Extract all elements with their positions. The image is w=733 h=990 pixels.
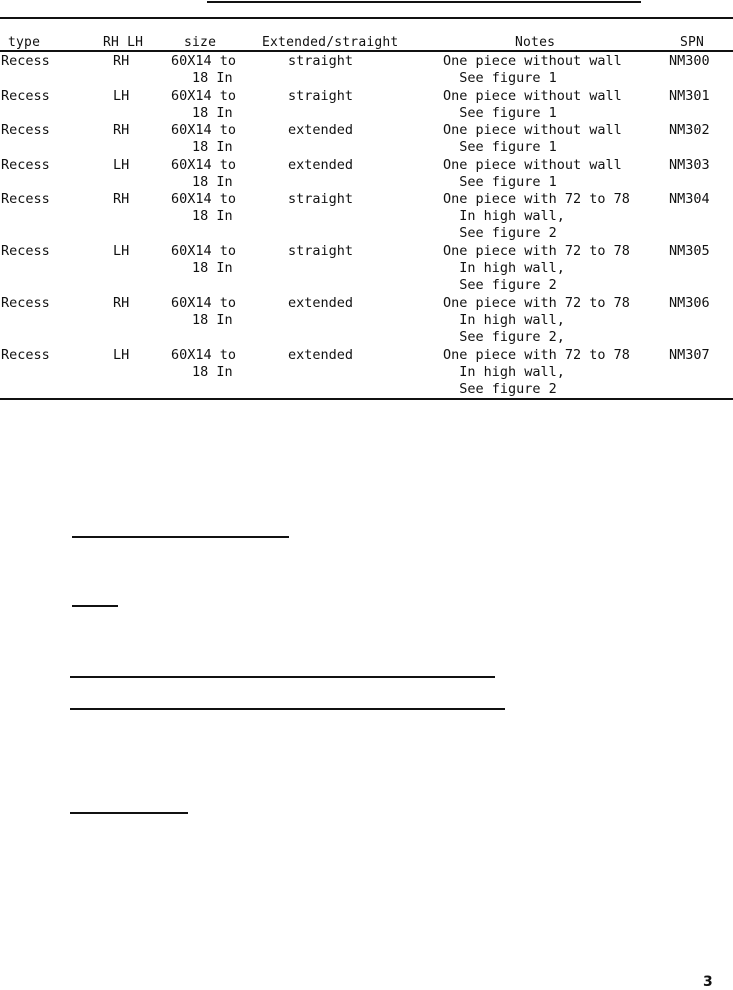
cell-spn: NM305 — [669, 243, 710, 259]
cell-size: 18 In — [192, 174, 233, 190]
cell-spn: NM302 — [669, 122, 710, 138]
header-type: type — [8, 35, 41, 50]
cell-spn: NM303 — [669, 157, 710, 173]
cell-notes: See figure 2 — [443, 277, 557, 293]
cell-notes: One piece with 72 to 78 — [443, 295, 630, 311]
cell-notes: One piece without wall — [443, 88, 622, 104]
cell-size: 60X14 to — [171, 157, 237, 173]
cell-notes: See figure 2 — [443, 225, 557, 241]
cell-spn: NM301 — [669, 88, 710, 104]
cell-notes: See figure 1 — [443, 70, 557, 86]
cell-size: 60X14 to — [171, 88, 237, 104]
cell-type: Recess — [1, 295, 50, 311]
header-hand: RH LH — [103, 35, 144, 50]
cell-notes: In high wall, — [443, 260, 565, 276]
table-bottom-rule — [0, 398, 733, 400]
cell-type: Recess — [1, 122, 50, 138]
cell-type: Recess — [1, 157, 50, 173]
cell-size: 18 In — [192, 70, 233, 86]
cell-hand: RH — [113, 295, 130, 311]
cell-spn: NM300 — [669, 53, 710, 69]
header-notes: Notes — [515, 35, 556, 50]
cell-notes: See figure 1 — [443, 139, 557, 155]
cell-spn: NM307 — [669, 347, 710, 363]
cell-notes: One piece without wall — [443, 53, 622, 69]
cell-type: Recess — [1, 53, 50, 69]
cell-notes: See figure 2 — [443, 381, 557, 397]
cell-spn: NM304 — [669, 191, 710, 207]
cell-notes: See figure 1 — [443, 174, 557, 190]
cell-type: Recess — [1, 191, 50, 207]
page-number: 3 — [703, 974, 713, 990]
cell-extended: extended — [288, 122, 354, 138]
cell-extended: straight — [288, 88, 354, 104]
cell-extended: straight — [288, 243, 354, 259]
cell-size: 60X14 to — [171, 243, 237, 259]
cell-size: 60X14 to — [171, 347, 237, 363]
table-top-rule — [0, 17, 733, 19]
blank-line — [70, 708, 505, 710]
cell-type: Recess — [1, 347, 50, 363]
cell-extended: straight — [288, 53, 354, 69]
cell-size: 60X14 to — [171, 191, 237, 207]
cell-notes: See figure 1 — [443, 105, 557, 121]
cell-size: 18 In — [192, 208, 233, 224]
cell-notes: One piece with 72 to 78 — [443, 191, 630, 207]
cell-size: 60X14 to — [171, 122, 237, 138]
cell-hand: RH — [113, 122, 130, 138]
cell-size: 18 In — [192, 105, 233, 121]
header-extended: Extended/straight — [262, 35, 399, 50]
cell-size: 60X14 to — [171, 295, 237, 311]
cell-type: Recess — [1, 243, 50, 259]
cell-size: 18 In — [192, 139, 233, 155]
cell-notes: See figure 2, — [443, 329, 565, 345]
cell-hand: RH — [113, 191, 130, 207]
cell-hand: LH — [113, 157, 130, 173]
cell-size: 18 In — [192, 364, 233, 380]
cell-extended: extended — [288, 347, 354, 363]
top-short-rule — [207, 1, 641, 3]
header-rule — [0, 50, 733, 52]
cell-notes: In high wall, — [443, 364, 565, 380]
blank-line — [72, 605, 118, 607]
cell-notes: In high wall, — [443, 312, 565, 328]
cell-extended: extended — [288, 295, 354, 311]
cell-notes: In high wall, — [443, 208, 565, 224]
cell-notes: One piece with 72 to 78 — [443, 347, 630, 363]
header-size: size — [184, 35, 217, 50]
cell-notes: One piece with 72 to 78 — [443, 243, 630, 259]
cell-hand: LH — [113, 347, 130, 363]
blank-line — [70, 812, 188, 814]
cell-extended: straight — [288, 191, 354, 207]
blank-line — [70, 676, 495, 678]
cell-size: 18 In — [192, 312, 233, 328]
cell-type: Recess — [1, 88, 50, 104]
cell-notes: One piece without wall — [443, 122, 622, 138]
cell-notes: One piece without wall — [443, 157, 622, 173]
cell-size: 60X14 to — [171, 53, 237, 69]
cell-size: 18 In — [192, 260, 233, 276]
cell-extended: extended — [288, 157, 354, 173]
cell-hand: LH — [113, 88, 130, 104]
blank-line — [72, 536, 289, 538]
header-spn: SPN — [680, 35, 705, 50]
cell-hand: RH — [113, 53, 130, 69]
cell-hand: LH — [113, 243, 130, 259]
cell-spn: NM306 — [669, 295, 710, 311]
